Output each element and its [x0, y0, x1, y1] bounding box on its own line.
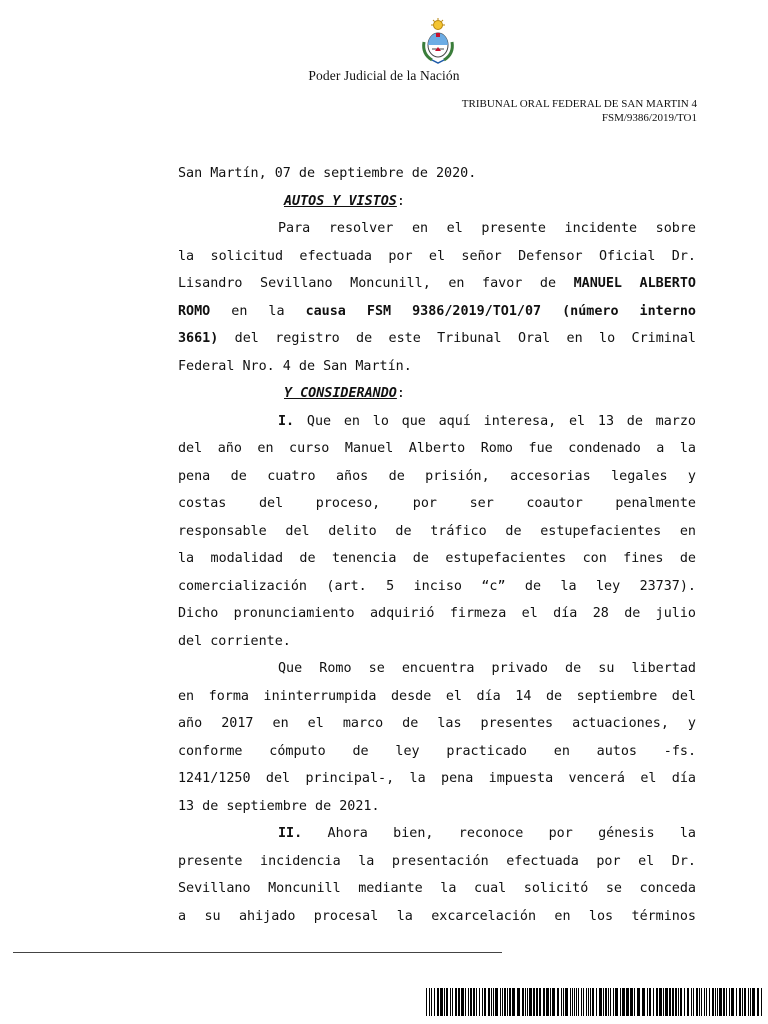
barcode-bar [592, 988, 594, 1016]
paragraph-line [178, 270, 696, 298]
barcode-bar [512, 988, 515, 1016]
barcode-bar [473, 988, 475, 1016]
barcode-bar [761, 988, 762, 1016]
barcode-bar [608, 988, 609, 1016]
barcode-bar [550, 988, 551, 1016]
paragraph-line: presente incidencia la presentación efectuada por el Dr. [178, 853, 696, 869]
barcode-bar [634, 988, 635, 1016]
barcode-bar [431, 988, 432, 1016]
paragraph-line: Dicho pronunciamiento adquirió firmeza el día 28 de julio [178, 606, 696, 621]
barcode-bar [729, 988, 730, 1016]
paragraph-line: conforme cómputo de ley practicado en autos -fs. [178, 743, 696, 759]
barcode-bar [717, 988, 718, 1016]
barcode-bar [715, 988, 716, 1016]
internal-number: 3661) [178, 331, 219, 346]
barcode-bar [504, 988, 506, 1016]
text-span: Ahora bien, reconoce por génesis la [302, 826, 696, 841]
barcode-bar [488, 988, 490, 1016]
barcode-bar [757, 988, 759, 1016]
barcode-bar [583, 988, 584, 1016]
barcode-bar [704, 988, 705, 1016]
barcode-bar [684, 988, 685, 1016]
barcode-bar [693, 988, 694, 1016]
barcode-bar [613, 988, 614, 1016]
barcode-bar [626, 988, 629, 1016]
barcode-bar [429, 988, 430, 1016]
barcode-bar [455, 988, 457, 1016]
barcode-bar [440, 988, 443, 1016]
barcode-bar [739, 988, 741, 1016]
autos-heading-text: AUTOS Y VISTOS [284, 193, 397, 209]
paragraph-line [178, 298, 696, 326]
barcode-bar [706, 988, 707, 1016]
barcode-bar [590, 988, 591, 1016]
barcode-bar [543, 988, 545, 1016]
tribunal-header [462, 97, 697, 125]
barcode-bar [437, 988, 439, 1016]
barcode-bar [731, 988, 734, 1016]
barcode-bar [687, 988, 689, 1016]
barcode-bar [450, 988, 451, 1016]
barcode-bar [522, 988, 524, 1016]
barcode-bar [444, 988, 445, 1016]
barcode-bar [691, 988, 692, 1016]
section-number: I. [278, 413, 295, 429]
defendant-name: MANUEL ALBERTO [573, 276, 696, 291]
barcode-bar [495, 988, 498, 1016]
paragraph-line: Sevillano Moncunill mediante la cual solicitó se conceda [178, 881, 696, 896]
barcode-bar [615, 988, 618, 1016]
barcode-bar [565, 988, 568, 1016]
paragraph-line: la solicitud efectuada por el señor Defensor Oficial Dr. [178, 248, 696, 264]
barcode-bar [552, 988, 555, 1016]
barcode-bar [586, 988, 587, 1016]
paragraph-line: la modalidad de tenencia de estupefacientes con fines de [178, 551, 696, 566]
barcode-bar [656, 988, 658, 1016]
defendant-surname: ROMO [178, 303, 211, 319]
paragraph-line: a su ahijado procesal la excarcelación en los términos [178, 908, 696, 924]
barcode-bar [678, 988, 679, 1016]
tribunal-name: TRIBUNAL ORAL FEDERAL DE SAN MARTIN 4 [461, 98, 697, 110]
barcode-bar [561, 988, 562, 1016]
barcode-bar [672, 988, 674, 1016]
footer-rule [13, 952, 502, 953]
barcode-bar [603, 988, 604, 1016]
barcode-bar [752, 988, 755, 1016]
case-number: causa FSM 9386/2019/TO1/07 (número interno [305, 303, 696, 319]
date-line: San Martín, 07 de septiembre de 2020. [178, 166, 477, 181]
national-coat-of-arms-icon [418, 18, 458, 64]
barcode-bar [426, 988, 427, 1016]
barcode-bar [701, 988, 702, 1016]
paragraph-line: del año en curso Manuel Alberto Romo fue condenado a la [178, 441, 696, 456]
paragraph-line: responsable del delito de tráfico de estupefacientes en [178, 523, 696, 539]
barcode-bar [491, 988, 492, 1016]
barcode-bar [563, 988, 564, 1016]
paragraph-line: en forma ininterrumpida desde el día 14 de septiembre del [178, 688, 696, 704]
barcode-bar [659, 988, 662, 1016]
barcode-bar [675, 988, 677, 1016]
barcode-bar [468, 988, 469, 1016]
barcode-bar [581, 988, 582, 1016]
barcode-bar [500, 988, 501, 1016]
barcode-bar [663, 988, 664, 1016]
barcode-bar [599, 988, 602, 1016]
barcode-bar [642, 988, 645, 1016]
barcode-bar [622, 988, 625, 1016]
paragraph-line: 13 de septiembre de 2021. [178, 798, 380, 814]
text-span: en la [210, 303, 306, 319]
barcode-bar [509, 988, 511, 1016]
barcode-bar [610, 988, 611, 1016]
barcode-bar [546, 988, 549, 1016]
barcode-bar [744, 988, 746, 1016]
barcode-bar [750, 988, 751, 1016]
barcode-bar [578, 988, 579, 1016]
barcode-bar [742, 988, 743, 1016]
barcode-bar [605, 988, 607, 1016]
barcode-bar [507, 988, 508, 1016]
barcode-bar [719, 988, 722, 1016]
barcode-bar [696, 988, 698, 1016]
barcode-bar [446, 988, 448, 1016]
paragraph-line: pena de cuatro años de prisión, accesorias legales y [178, 468, 696, 484]
barcode-bar [533, 988, 535, 1016]
barcode-bar [665, 988, 668, 1016]
section-number: II. [278, 826, 303, 841]
case-reference: FSM/9386/2019/TO1 [601, 112, 697, 124]
barcode-bar [536, 988, 538, 1016]
considerando-heading-text: Y CONSIDERANDO [284, 386, 397, 401]
text-span: Que en lo que aquí interesa, el 13 de marzo [294, 413, 696, 429]
barcode-bar [465, 988, 466, 1016]
barcode-bar [557, 988, 559, 1016]
barcode-bar [572, 988, 573, 1016]
barcode-bar [576, 988, 577, 1016]
barcode-bar [476, 988, 477, 1016]
barcode-bar [517, 988, 520, 1016]
paragraph-line [178, 325, 696, 353]
paragraph-line [178, 820, 696, 848]
barcode-bar [596, 988, 597, 1016]
barcode-bar [484, 988, 486, 1016]
paragraph-line: año 2017 en el marco de las presentes actuaciones, y [178, 716, 696, 731]
barcode-bar [709, 988, 710, 1016]
barcode-bar [649, 988, 651, 1016]
barcode-bar [723, 988, 725, 1016]
barcode-bar [574, 988, 575, 1016]
paragraph-line: 1241/1250 del principal-, la pena impuesta vencerá el día [178, 771, 696, 786]
barcode-bar [570, 988, 571, 1016]
barcode-bar [470, 988, 472, 1016]
document-body [178, 160, 696, 930]
paragraph-line: comercialización (art. 5 inciso “c” de la ley 23737). [178, 578, 696, 594]
barcode-bar [630, 988, 633, 1016]
barcode-bar [527, 988, 528, 1016]
paragraph-line [178, 408, 696, 436]
barcode-bar [525, 988, 526, 1016]
barcode-bar [529, 988, 532, 1016]
barcode-bar [493, 988, 494, 1016]
barcode-bar [461, 988, 464, 1016]
barcode-bar [726, 988, 727, 1016]
barcode-bar [588, 988, 589, 1016]
barcode-bar [736, 988, 737, 1016]
barcode-bar [699, 988, 700, 1016]
barcode-bar [539, 988, 541, 1016]
barcode-bar [620, 988, 621, 1016]
court-name: Poder Judicial de la Nación [308, 68, 460, 83]
barcode-bar [680, 988, 682, 1016]
paragraph-line: costas del proceso, por ser coautor penalmente [178, 496, 696, 511]
barcode-bar [482, 988, 483, 1016]
paragraph-line: del corriente. [178, 633, 291, 649]
autos-heading: AUTOS Y VISTOS: [284, 193, 405, 209]
paragraph-line: Que Romo se encuentra privado de su libertad [278, 661, 696, 676]
barcode-bar [712, 988, 714, 1016]
barcode-bar [479, 988, 480, 1016]
considerando-heading: Y CONSIDERANDO: [284, 386, 405, 401]
text-span: Lisandro Sevillano Moncunill, en favor de [178, 276, 574, 291]
barcode-bar [502, 988, 503, 1016]
barcode-icon [426, 988, 766, 1016]
barcode-bar [748, 988, 749, 1016]
barcode-bar [458, 988, 460, 1016]
paragraph-line: Para resolver en el presente incidente sobre [278, 221, 696, 236]
barcode-bar [452, 988, 453, 1016]
text-span: del registro de este Tribunal Oral en lo Criminal [218, 331, 696, 346]
barcode-bar [647, 988, 648, 1016]
barcode-bar [434, 988, 435, 1016]
barcode-bar [653, 988, 654, 1016]
barcode-bar [669, 988, 671, 1016]
barcode-bar [637, 988, 640, 1016]
paragraph-line: Federal Nro. 4 de San Martín. [178, 358, 412, 374]
